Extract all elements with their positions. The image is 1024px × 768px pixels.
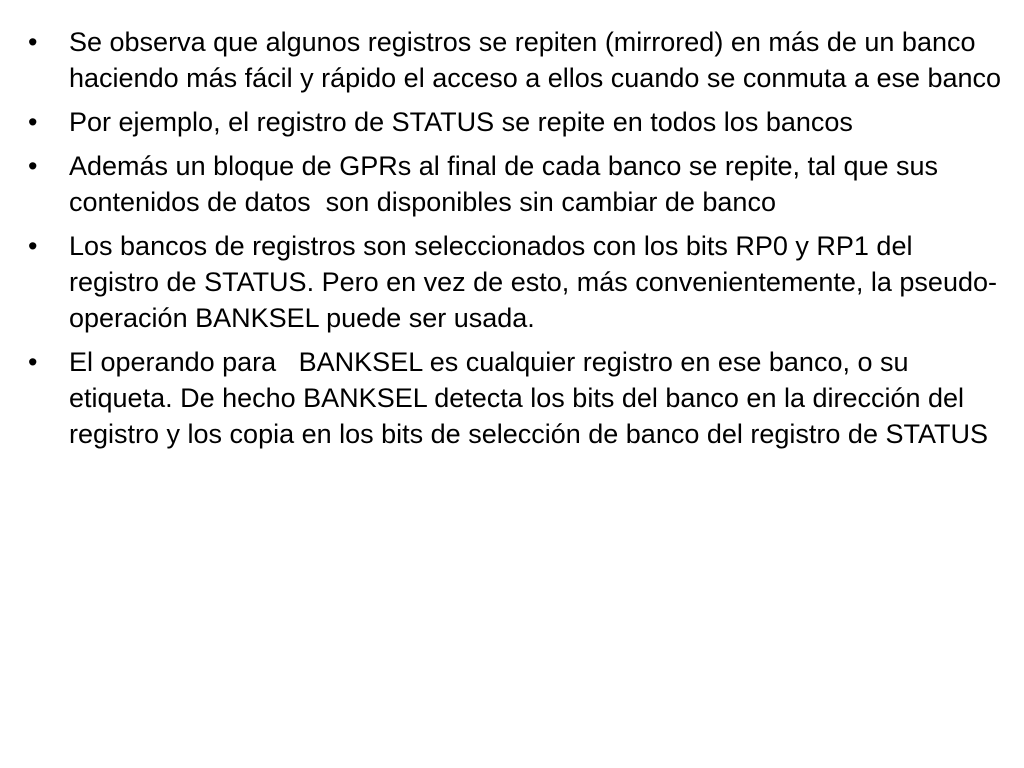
bullet-text-4: Los bancos de registros son seleccionados con los bits RP0 y RP1 del registro de STATUS. Pero en vez de esto, más convenientemente, la pseudo-operación BANKSEL puede ser usada. <box>69 231 997 333</box>
bullet-text-5: El operando para BANKSEL es cualquier registro en ese banco, o su etiqueta. De hecho BANKSEL detecta los bits del banco en la dirección del registro y los copia en los bits de selección de banco del registro de STATUS <box>69 347 988 449</box>
bullet-marker: • <box>28 151 38 181</box>
bullet-item-5 <box>28 344 1004 452</box>
bullet-marker: • <box>28 107 38 137</box>
bullet-text-1: Se observa que algunos registros se repiten (mirrored) en más de un banco haciendo más fácil y rápido el acceso a ellos cuando se conmuta a ese banco <box>69 27 1002 93</box>
bullet-marker: • <box>28 27 38 57</box>
bullet-list <box>28 24 1004 452</box>
bullet-marker: • <box>28 231 38 261</box>
bullet-item-3 <box>28 148 1004 220</box>
bullet-text-2: Por ejemplo, el registro de STATUS se repite en todos los bancos <box>69 107 853 137</box>
bullet-item-2 <box>28 104 1004 140</box>
bullet-text-3: Además un bloque de GPRs al final de cada banco se repite, tal que sus contenidos de datos son disponibles sin cambiar de banco <box>69 151 946 217</box>
bullet-item-1 <box>28 24 1004 96</box>
bullet-marker: • <box>28 347 38 377</box>
bullet-item-4 <box>28 228 1004 336</box>
